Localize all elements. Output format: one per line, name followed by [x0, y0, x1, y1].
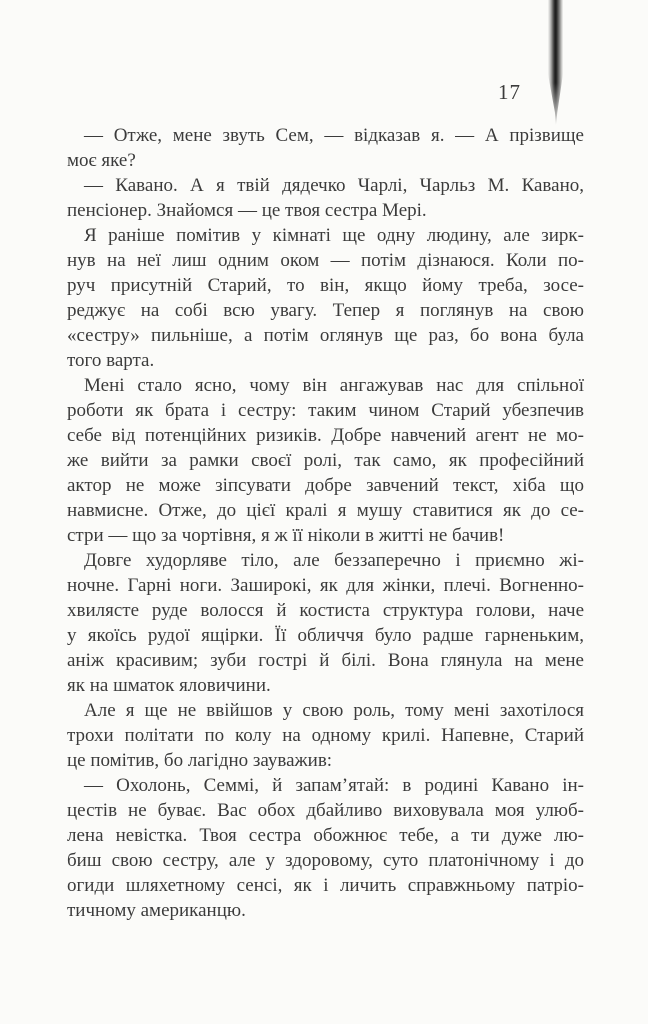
- text-line: у якоїсь рудої ящірки. Її обличчя було радше гарненьким,: [67, 625, 584, 646]
- page-number: 17: [498, 80, 521, 104]
- paragraph: [67, 123, 584, 173]
- text-line: — Отже, мене звуть Сем, — відказав я. — А прізвище: [84, 125, 584, 146]
- text-line: Мені стало ясно, чому він ангажував нас для спільної: [84, 375, 584, 396]
- paragraph: [67, 698, 584, 773]
- text-line: аніж красивим; зуби гострі й білі. Вона глянула на мене: [67, 650, 584, 671]
- text-line: актор не може зіпсувати добре завчений текст, хіба що: [67, 475, 584, 496]
- text-line: — Охолонь, Семмі, й запам’ятай: в родині Кавано ін-: [84, 775, 584, 796]
- text-line: пенсіонер. Знайомся — це твоя сестра Мері.: [67, 200, 427, 221]
- text-line: себе від потенційних ризиків. Добре навчений агент не мо-: [67, 425, 584, 446]
- text-line: Але я ще не ввійшов у свою роль, тому мені захотілося: [84, 700, 584, 721]
- text-line: «сестру» пильніше, а потім оглянув ще раз, бо вона була: [67, 325, 584, 346]
- text-line: реджує на собі всю увагу. Тепер я поглянув на свою: [67, 300, 584, 321]
- text-line: Довге худорляве тіло, але беззаперечно і приємно жі-: [84, 550, 584, 571]
- text-line: тичному американцю.: [67, 900, 246, 921]
- text-line: стри — що за чортівня, я ж її ніколи в житті не бачив!: [67, 525, 505, 546]
- text-line: хвилясте руде волосся й костиста структура голови, наче: [67, 600, 584, 621]
- text-line: же вийти за рамки своєї ролі, так само, як професійний: [67, 450, 584, 471]
- text-line: ночне. Гарні ноги. Заширокі, як для жінки, плечі. Вогненно-: [67, 575, 584, 596]
- paragraph: [67, 548, 584, 698]
- paragraph: [67, 173, 584, 223]
- text-line: биш свою сестру, але у здоровому, суто платонічному і до: [67, 850, 584, 871]
- page-text: [67, 123, 584, 923]
- text-line: нув на неї лиш одним оком — потім дізнаюся. Коли по-: [67, 250, 584, 271]
- text-line: це помітив, бо лагідно зауважив:: [67, 750, 333, 771]
- text-line: — Кавано. А я твій дядечко Чарлі, Чарльз М. Кавано,: [84, 175, 584, 196]
- text-line: лена невістка. Твоя сестра обожнює тебе, а ти дуже лю-: [67, 825, 584, 846]
- text-line: трохи політати по колу на одному крилі. Напевне, Старий: [67, 725, 584, 746]
- text-line: як на шматок яловичини.: [67, 675, 271, 696]
- text-line: огиди шляхетному сенсі, як і личить справжньому патріо-: [67, 875, 584, 896]
- text-line: Я раніше помітив у кімнаті ще одну людину, але зирк-: [84, 225, 584, 246]
- text-line: роботи як брата і сестру: таким чином Старий убезпечив: [67, 400, 584, 421]
- text-line: цестів не буває. Вас обох дбайливо виховувала моя улюб-: [67, 800, 584, 821]
- text-line: руч присутній Старий, то він, якщо йому треба, зосе-: [67, 275, 584, 296]
- paragraph: [67, 773, 584, 923]
- text-line: того варта.: [67, 350, 155, 371]
- text-line: моє яке?: [67, 150, 136, 171]
- paragraph: [67, 223, 584, 373]
- paragraph: [67, 373, 584, 548]
- bookmark-ink-mark: [548, 0, 563, 125]
- text-line: навмисне. Отже, до цієї кралі я мушу ставитися як до се-: [67, 500, 584, 521]
